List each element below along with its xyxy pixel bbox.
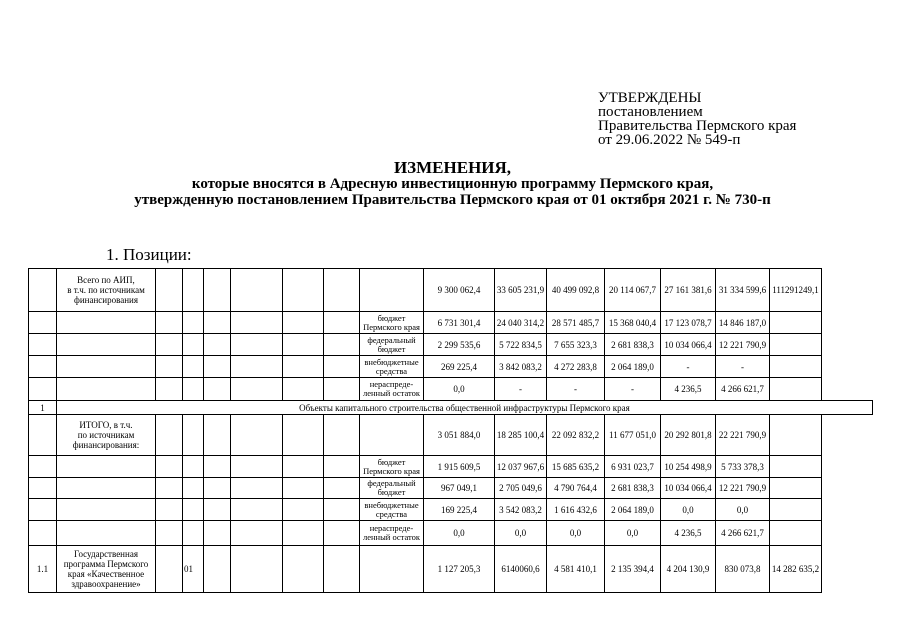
funding-source-cell [360, 269, 424, 312]
program-code-cell [183, 269, 204, 312]
amount-cell: 967 049,1 [424, 478, 495, 499]
amount-cell: 4 204 130,9 [661, 546, 716, 593]
program-code-cell [183, 378, 204, 401]
amount-cell: - [495, 378, 547, 401]
object-name-cell [57, 521, 156, 546]
blank-cell [156, 415, 183, 456]
blank-cell [204, 546, 231, 593]
blank-cell [231, 478, 283, 499]
row-index-cell [29, 356, 57, 378]
blank-cell [156, 356, 183, 378]
row-index-cell [29, 478, 57, 499]
amount-cell [770, 378, 822, 401]
amount-cell: 12 221 790,9 [716, 478, 770, 499]
amount-cell: 10 254 498,9 [661, 456, 716, 478]
amount-cell [770, 415, 822, 456]
blank-cell [324, 499, 360, 521]
amount-cell: 830 073,8 [716, 546, 770, 593]
blank-cell [324, 378, 360, 401]
amount-cell: 2 064 189,0 [605, 499, 661, 521]
row-index-cell [29, 334, 57, 356]
amount-cell [770, 456, 822, 478]
approval-stamp [598, 91, 796, 147]
row-index-cell [29, 456, 57, 478]
amount-cell [770, 521, 822, 546]
amount-cell: 4 236,5 [661, 378, 716, 401]
table-row [29, 356, 873, 378]
blank-cell [204, 269, 231, 312]
blank-cell [156, 546, 183, 593]
funding-source-cell: внебюджетные средства [360, 499, 424, 521]
program-code-cell [183, 478, 204, 499]
blank-cell [283, 478, 324, 499]
amount-cell: 2 135 394,4 [605, 546, 661, 593]
blank-cell [204, 378, 231, 401]
approval-line-3: Правительства Пермского края [598, 118, 797, 134]
amount-cell: 17 123 078,7 [661, 312, 716, 334]
amount-cell: 4 790 764,4 [547, 478, 605, 499]
blank-cell [283, 415, 324, 456]
funding-source-cell [360, 546, 424, 593]
blank-cell [231, 546, 283, 593]
blank-cell [204, 499, 231, 521]
blank-cell [283, 334, 324, 356]
blank-cell [231, 378, 283, 401]
amount-cell: 12 221 790,9 [716, 334, 770, 356]
row-index-cell [29, 312, 57, 334]
amount-cell: - [661, 356, 716, 378]
amount-cell: 0,0 [424, 521, 495, 546]
object-name-cell: ИТОГО, в т.ч. по источникам финансирования: [57, 415, 156, 456]
approval-heading: УТВЕРЖДЕНЫ [598, 90, 702, 106]
amount-cell: 0,0 [661, 499, 716, 521]
blank-cell [156, 269, 183, 312]
funding-source-cell: нераспреде- ленный остаток [360, 378, 424, 401]
amount-cell: 10 034 066,4 [661, 478, 716, 499]
blank-cell [283, 269, 324, 312]
amount-cell: 12 037 967,6 [495, 456, 547, 478]
amount-cell [770, 312, 822, 334]
row-index-cell [29, 499, 57, 521]
amount-cell: 33 605 231,9 [495, 269, 547, 312]
blank-cell [156, 456, 183, 478]
amount-cell [770, 499, 822, 521]
blank-cell [204, 356, 231, 378]
title-line-2: которые вносятся в Адресную инвестиционную программу Пермского края, [191, 176, 714, 192]
blank-cell [231, 521, 283, 546]
amount-cell: 6 931 023,7 [605, 456, 661, 478]
blank-cell [204, 312, 231, 334]
amount-cell: 0,0 [547, 521, 605, 546]
program-code-cell [183, 334, 204, 356]
object-name-cell [57, 456, 156, 478]
table-row [29, 334, 873, 356]
funding-source-cell: внебюджетные средства [360, 356, 424, 378]
table-row [29, 456, 873, 478]
table-row [29, 521, 873, 546]
program-code-cell [183, 415, 204, 456]
amount-cell: 27 161 381,6 [661, 269, 716, 312]
blank-cell [231, 269, 283, 312]
amount-cell: 4 581 410,1 [547, 546, 605, 593]
section-heading-cell: Объекты капитального строительства общественной инфраструктуры Пермского края [57, 401, 873, 415]
object-name-cell [57, 356, 156, 378]
blank-cell [324, 312, 360, 334]
amount-cell: 0,0 [495, 521, 547, 546]
blank-cell [231, 415, 283, 456]
program-code-cell [183, 356, 204, 378]
approval-date: от 29.06.2022 № 549-п [598, 132, 741, 148]
row-index-cell: 1.1 [29, 546, 57, 593]
blank-cell [231, 312, 283, 334]
blank-cell [324, 546, 360, 593]
blank-cell [231, 456, 283, 478]
approval-line-2: постановлением [598, 104, 703, 120]
amount-cell: 22 221 790,9 [716, 415, 770, 456]
row-index-cell: 1 [29, 401, 57, 415]
amount-cell: 9 300 062,4 [424, 269, 495, 312]
table-row [29, 478, 873, 499]
object-name-cell [57, 334, 156, 356]
table-row [29, 546, 873, 593]
blank-cell [283, 546, 324, 593]
amount-cell: 3 051 884,0 [424, 415, 495, 456]
funding-source-cell: бюджет Пермского края [360, 312, 424, 334]
funding-source-cell: федеральный бюджет [360, 334, 424, 356]
amount-cell: 2 681 838,3 [605, 478, 661, 499]
amount-cell: 6140060,6 [495, 546, 547, 593]
amount-cell: 3 542 083,2 [495, 499, 547, 521]
row-index-cell [29, 378, 57, 401]
blank-cell [324, 456, 360, 478]
amount-cell: 5 733 378,3 [716, 456, 770, 478]
amount-cell: 4 236,5 [661, 521, 716, 546]
amount-cell: 14 282 635,2 [770, 546, 822, 593]
amount-cell: 10 034 066,4 [661, 334, 716, 356]
object-name-cell: Всего по АИП, в т.ч. по источникам финансирования [57, 269, 156, 312]
amount-cell: 4 266 621,7 [716, 521, 770, 546]
blank-cell [156, 378, 183, 401]
blank-cell [156, 521, 183, 546]
amount-cell: 40 499 092,8 [547, 269, 605, 312]
amount-cell: 169 225,4 [424, 499, 495, 521]
blank-cell [324, 334, 360, 356]
amount-cell: 15 368 040,4 [605, 312, 661, 334]
object-name-cell [57, 378, 156, 401]
blank-cell [231, 334, 283, 356]
blank-cell [156, 334, 183, 356]
blank-cell [204, 415, 231, 456]
amount-cell: 1 616 432,6 [547, 499, 605, 521]
amount-cell: 2 705 049,6 [495, 478, 547, 499]
amount-cell: 15 685 635,2 [547, 456, 605, 478]
blank-cell [324, 478, 360, 499]
blank-cell [231, 356, 283, 378]
blank-cell [324, 521, 360, 546]
row-index-cell [29, 269, 57, 312]
table-row [29, 312, 873, 334]
blank-cell [156, 499, 183, 521]
program-code-cell [183, 312, 204, 334]
amount-cell: 111291249,1 [770, 269, 822, 312]
table-row [29, 499, 873, 521]
program-code-cell: 01 [183, 546, 204, 593]
amount-cell: 24 040 314,2 [495, 312, 547, 334]
document-title [0, 160, 905, 208]
table-row [29, 401, 873, 415]
blank-cell [324, 415, 360, 456]
table-row [29, 269, 873, 312]
amount-cell: 2 064 189,0 [605, 356, 661, 378]
amount-cell: 28 571 485,7 [547, 312, 605, 334]
amount-cell: 20 114 067,7 [605, 269, 661, 312]
title-line-3: утвержденную постановлением Правительства Пермского края от 01 октября 2021 г. № 730-п [134, 192, 771, 208]
blank-cell [204, 334, 231, 356]
row-index-cell [29, 415, 57, 456]
amount-cell [770, 478, 822, 499]
amount-cell: 22 092 832,2 [547, 415, 605, 456]
amount-cell: - [716, 356, 770, 378]
program-code-cell [183, 521, 204, 546]
amount-cell: 18 285 100,4 [495, 415, 547, 456]
amount-cell: 269 225,4 [424, 356, 495, 378]
amount-cell: - [605, 378, 661, 401]
amount-cell: 2 681 838,3 [605, 334, 661, 356]
amount-cell: 0,0 [424, 378, 495, 401]
amount-cell: 6 731 301,4 [424, 312, 495, 334]
amount-cell: 20 292 801,8 [661, 415, 716, 456]
funding-source-cell [360, 415, 424, 456]
blank-cell [324, 269, 360, 312]
title-main: ИЗМЕНЕНИЯ, [393, 158, 512, 177]
amount-cell: 31 334 599,6 [716, 269, 770, 312]
amount-cell: 1 915 609,5 [424, 456, 495, 478]
funding-source-cell: бюджет Пермского края [360, 456, 424, 478]
row-index-cell [29, 521, 57, 546]
blank-cell [204, 478, 231, 499]
object-name-cell [57, 312, 156, 334]
amount-cell: 1 127 205,3 [424, 546, 495, 593]
amount-cell: 5 722 834,5 [495, 334, 547, 356]
amount-cell: 3 842 083,2 [495, 356, 547, 378]
blank-cell [156, 478, 183, 499]
object-name-cell: Государственная программа Пермского края «Качественное здравоохранение» [57, 546, 156, 593]
table-row [29, 415, 873, 456]
amount-cell: 4 266 621,7 [716, 378, 770, 401]
table-row [29, 378, 873, 401]
blank-cell [283, 312, 324, 334]
blank-cell [283, 456, 324, 478]
amount-cell: 2 299 535,6 [424, 334, 495, 356]
section-label: 1. Позиции: [106, 245, 192, 264]
amount-cell: 4 272 283,8 [547, 356, 605, 378]
blank-cell [283, 378, 324, 401]
object-name-cell [57, 478, 156, 499]
amount-cell [770, 334, 822, 356]
amount-cell: 0,0 [605, 521, 661, 546]
blank-cell [324, 356, 360, 378]
blank-cell [204, 456, 231, 478]
amount-cell: - [547, 378, 605, 401]
amount-cell [770, 356, 822, 378]
blank-cell [156, 312, 183, 334]
amount-cell: 11 677 051,0 [605, 415, 661, 456]
funding-source-cell: нераспреде- ленный остаток [360, 521, 424, 546]
blank-cell [231, 499, 283, 521]
blank-cell [283, 521, 324, 546]
object-name-cell [57, 499, 156, 521]
blank-cell [283, 356, 324, 378]
blank-cell [204, 521, 231, 546]
program-table [28, 268, 873, 593]
amount-cell: 14 846 187,0 [716, 312, 770, 334]
funding-source-cell: федеральный бюджет [360, 478, 424, 499]
program-code-cell [183, 456, 204, 478]
blank-cell [283, 499, 324, 521]
program-code-cell [183, 499, 204, 521]
amount-cell: 7 655 323,3 [547, 334, 605, 356]
amount-cell: 0,0 [716, 499, 770, 521]
